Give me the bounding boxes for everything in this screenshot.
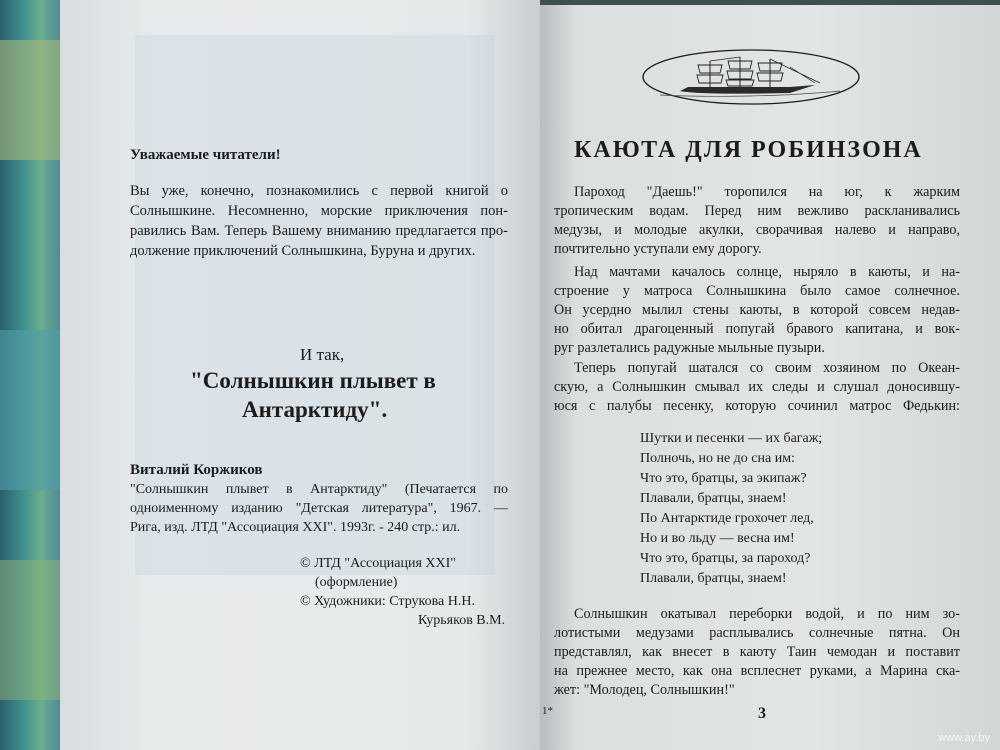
paragraph-line: но обитал драгоценный попугай бравого капитана, и вок- (554, 321, 960, 337)
closing-line: Солнышкин окатывал переборки водой, и по ним зо- (574, 606, 960, 622)
copyright-design: (оформление) (315, 575, 398, 590)
greeting: Уважаемые читатели! (130, 147, 281, 163)
paragraph-line: Он усердно мылил стены каюты, в которой совсем недав- (554, 302, 960, 318)
intro-line: Вы уже, конечно, познакомились с первой книгой о (130, 183, 508, 199)
intro-line: должение приключений Солнышкина, Буруна и других. (130, 243, 476, 259)
paragraph-line: Пароход "Даешь!" торопился на юг, к жарким (574, 184, 960, 200)
paragraph-line: руг разлетались радужные мыльные пузыри. (554, 340, 825, 356)
book-title-line-2: Антарктиду". (242, 397, 388, 422)
copyright-artist-2: Курьяков В.М. (418, 613, 506, 628)
closing-line: лотистыми медузами расплывались солнечные пятна. Он (554, 625, 960, 641)
paragraph-line: Над мачтами качалось солнце, ныряло в каюты, и на- (574, 264, 960, 280)
site-watermark: www.ay.by (938, 732, 990, 744)
imprint-line: "Солнышкин плывет в Антарктиду" (Печатается по (130, 482, 508, 497)
right-page (540, 5, 1000, 750)
cover-stripe (0, 40, 60, 160)
poem-line: Плавали, братцы, знаем! (640, 571, 787, 586)
paragraph-line: скую, а Солнышкин смывал их следы и слушал доносившу- (554, 379, 960, 395)
poem-line: Но и во льду — весна им! (640, 531, 795, 546)
imprint-line: Рига, изд. ЛТД "Ассоциация XXI". 1993г. - 240 стр.: ил. (130, 520, 461, 535)
page-number: 3 (758, 705, 766, 722)
cover-stripe (0, 330, 60, 490)
imprint-line: одноименному изданию "Детская литература", 1967. — (130, 501, 508, 516)
left-page (60, 0, 540, 750)
intro-line: Солнышкине. Несомненно, морские приключения пон- (130, 203, 508, 219)
poem-line: Полночь, но не до сна им: (640, 451, 795, 466)
closing-line: на прежнее место, как она всплеснет руками, а Марина ска- (554, 663, 960, 679)
paragraph-line: Теперь попугай шатался со своим хозяином по Океан- (574, 360, 960, 376)
cover-stripe (0, 560, 60, 700)
paragraph-line: почтительно уступали ему дорогу. (554, 241, 762, 257)
signature-mark: 1* (542, 705, 553, 717)
book-title-line-1: "Солнышкин плывет в (190, 368, 436, 393)
paragraph-line: юся с палубы песенку, которую сочинил матрос Федькин: (554, 398, 960, 414)
copyright-association: © ЛТД "Ассоциация XXI" (300, 556, 456, 571)
poem-line: Плавали, братцы, знаем! (640, 491, 787, 506)
closing-line: жет: "Молодец, Солнышкин!" (554, 682, 735, 698)
sailing-ship-icon (640, 47, 862, 107)
poem-line: Что это, братцы, за пароход? (640, 551, 811, 566)
closing-line: представлял, как внесет в каюту Таин чемодан и поставит (554, 644, 960, 660)
author-name: Виталий Коржиков (130, 462, 263, 478)
poem-line: Шутки и песенки — их багаж; (640, 431, 823, 446)
paragraph-line: строение у матроса Солнышкина было самое солнечное. (554, 283, 960, 299)
intro-line: равились Вам. Теперь Вашему вниманию предлагается про- (130, 223, 508, 239)
copyright-artists: © Художники: Струкова Н.Н. (300, 594, 475, 609)
itak-text: И так, (300, 345, 345, 364)
poem-line: Что это, братцы, за экипаж? (640, 471, 807, 486)
paragraph-line: тропическим водам. Перед ним вежливо раскланивались (554, 203, 960, 219)
paragraph-line: медузы, и молодые акулки, сворачивая налево и направо, (554, 222, 960, 238)
chapter-title: КАЮТА ДЛЯ РОБИНЗОНА (574, 137, 923, 163)
poem-line: По Антарктиде грохочет лед, (640, 511, 814, 526)
